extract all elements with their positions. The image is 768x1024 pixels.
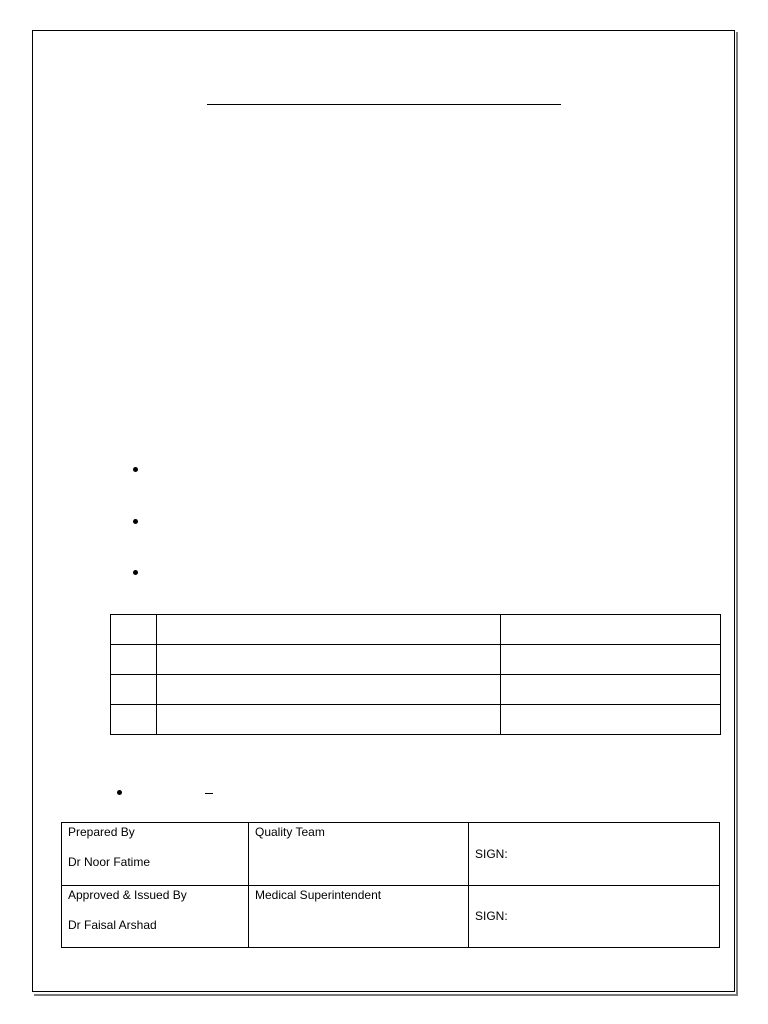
table-cell <box>157 645 501 675</box>
table-row <box>111 645 721 675</box>
title-underline <box>207 104 561 105</box>
table-cell <box>501 615 721 645</box>
team-cell <box>249 885 469 948</box>
signoff-row-prepared <box>62 823 720 886</box>
table-row <box>111 705 721 735</box>
table-cell <box>111 675 157 705</box>
table-cell <box>111 615 157 645</box>
page-border-shadow-bottom <box>34 994 738 996</box>
signoff-row-approved <box>62 885 720 948</box>
role-label: Prepared By <box>68 825 135 839</box>
table-cell <box>501 645 721 675</box>
table-cell <box>157 705 501 735</box>
role-cell <box>62 823 249 886</box>
bullet-point-4 <box>117 790 122 795</box>
sign-label: SIGN: <box>475 909 508 924</box>
role-label: Approved & Issued By <box>68 887 187 902</box>
bullet-point-2 <box>133 519 138 524</box>
table-cell <box>157 615 501 645</box>
page-border-shadow-right <box>736 32 738 995</box>
table-row <box>111 675 721 705</box>
person-name: Dr Faisal Arshad <box>68 917 157 932</box>
sign-label: SIGN: <box>475 846 508 861</box>
dash-mark <box>205 793 213 794</box>
bullet-point-1 <box>133 467 138 472</box>
table-row <box>111 615 721 645</box>
role-cell <box>62 885 249 948</box>
table-cell <box>157 675 501 705</box>
signature-field[interactable] <box>469 823 720 886</box>
empty-grid-table <box>110 614 721 735</box>
table-cell <box>501 705 721 735</box>
signoff-table <box>61 822 720 948</box>
person-name: Dr Noor Fatime <box>68 855 151 869</box>
team-cell <box>249 823 469 886</box>
table-cell <box>111 645 157 675</box>
team-label: Medical Superintendent <box>255 887 382 902</box>
bullet-point-3 <box>133 570 138 575</box>
table-cell <box>111 705 157 735</box>
team-label: Quality Team <box>255 825 325 839</box>
table-cell <box>501 675 721 705</box>
signature-field[interactable] <box>469 885 720 948</box>
